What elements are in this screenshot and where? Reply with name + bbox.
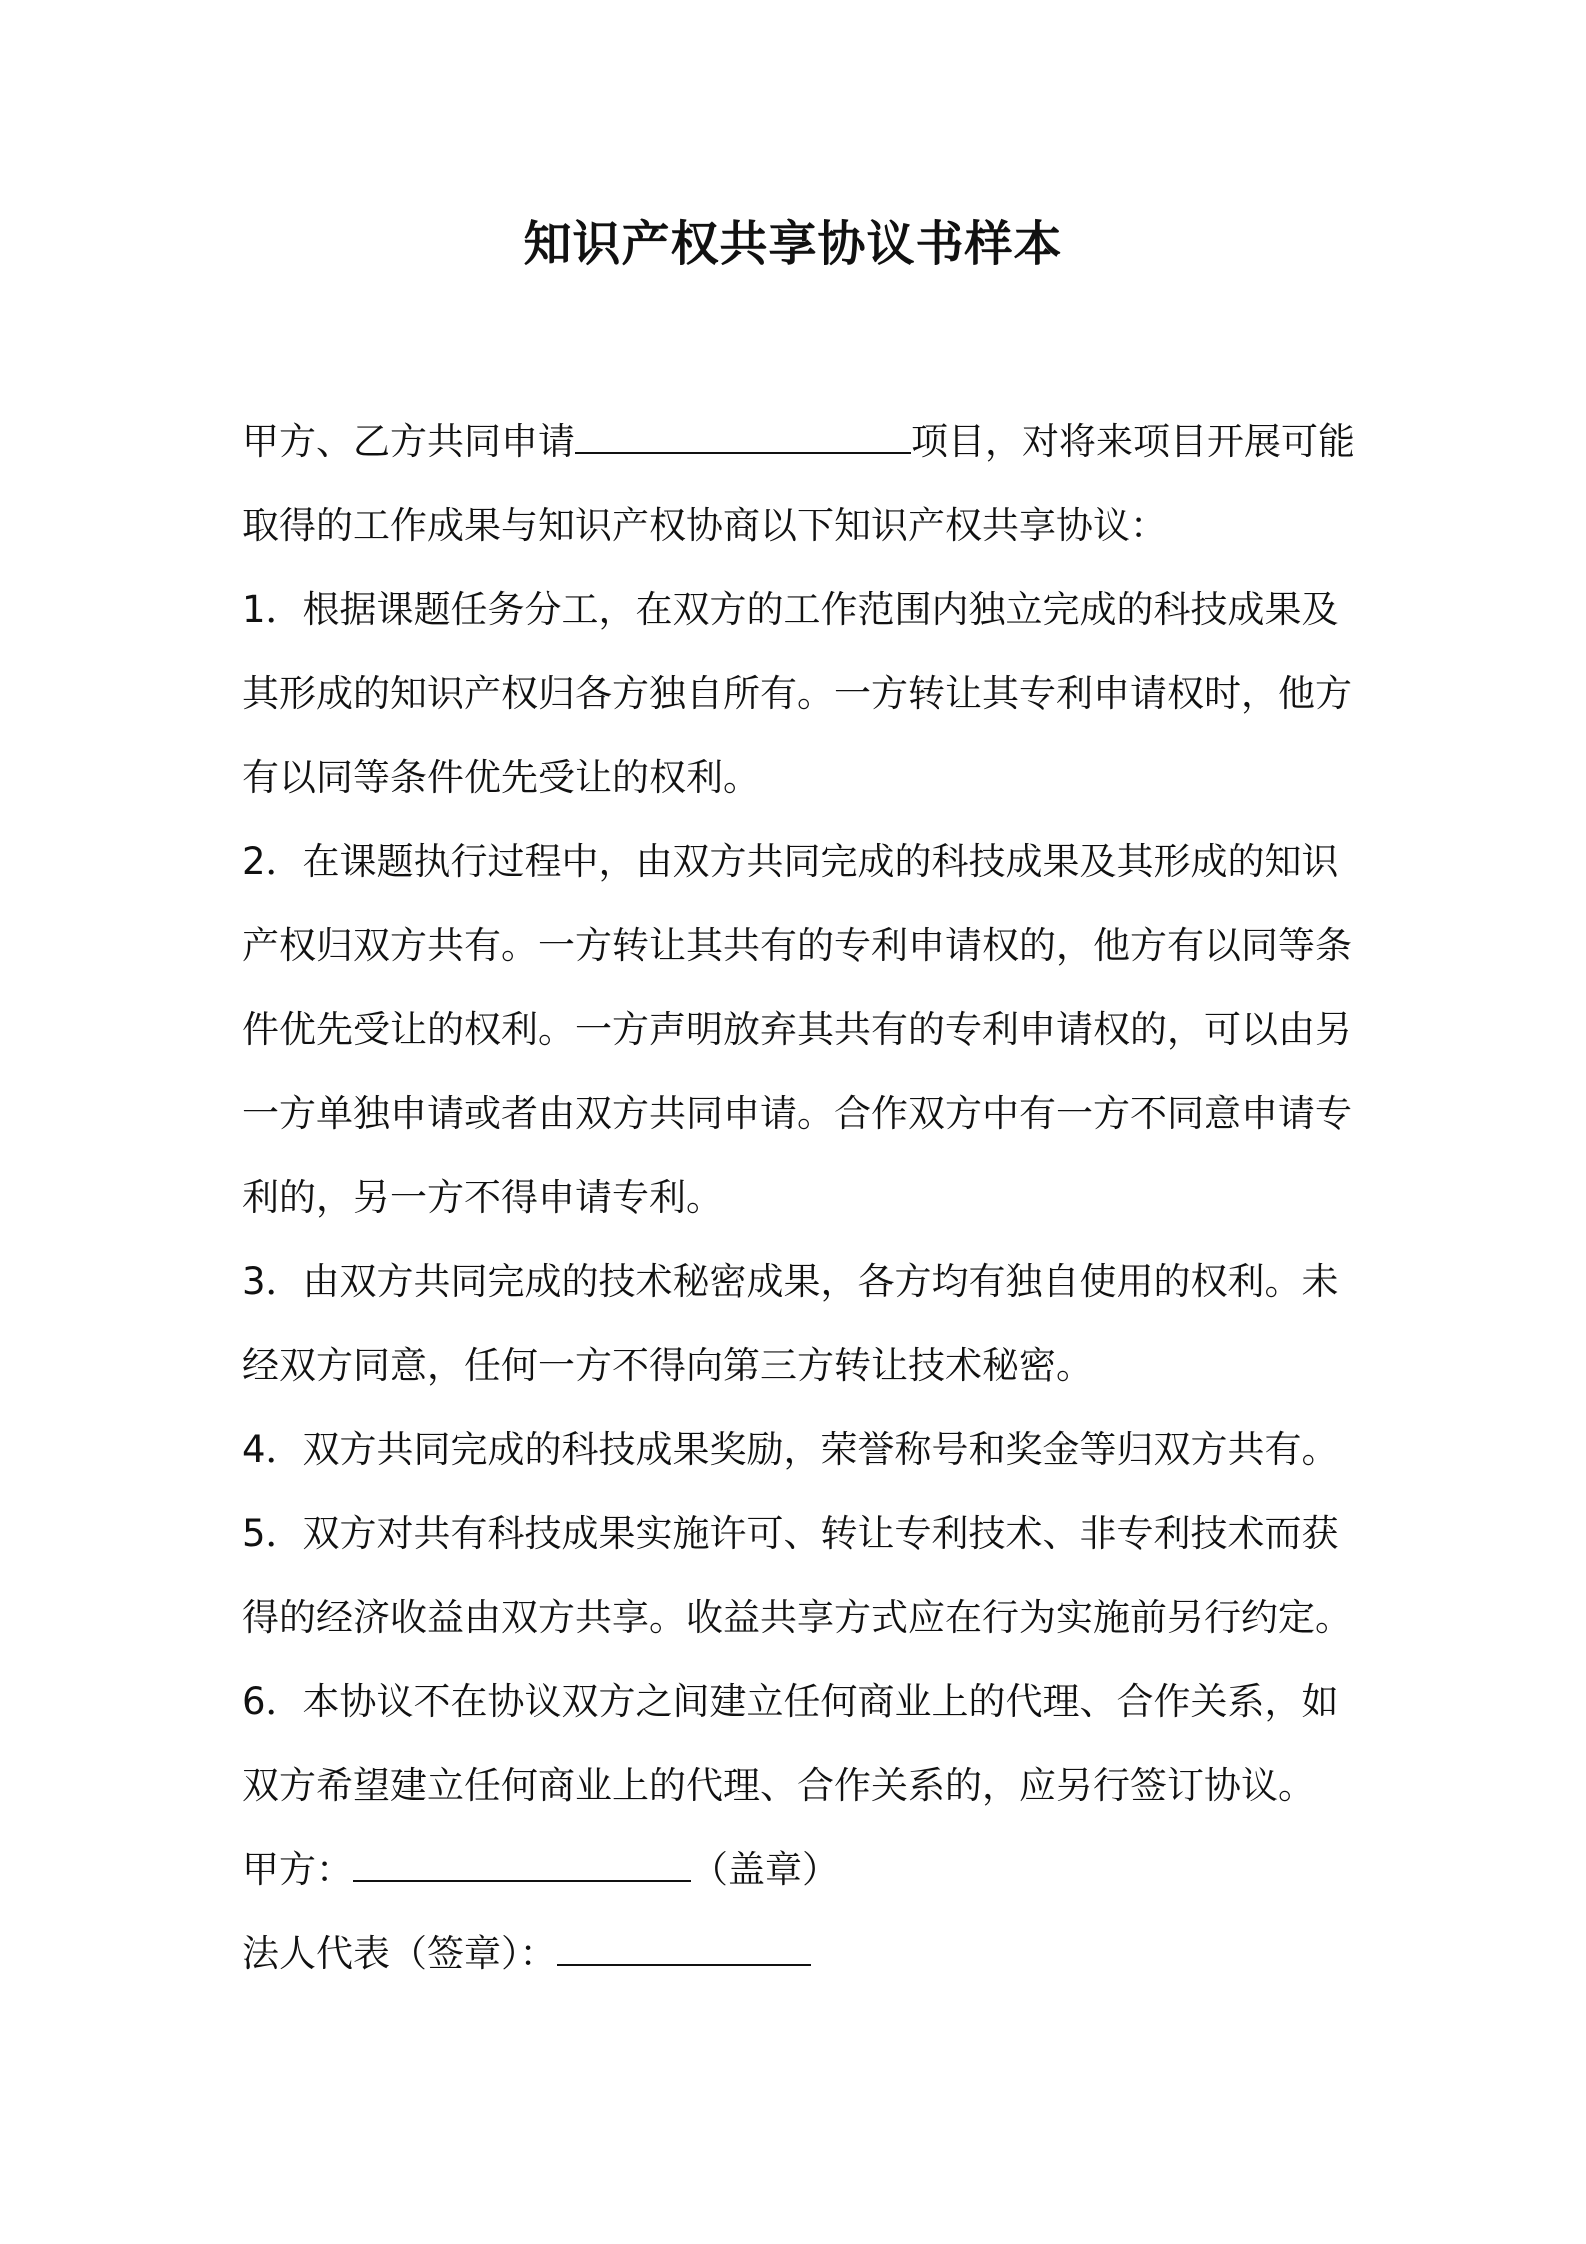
intro-prefix: 甲方、乙方共同申请: [242, 420, 575, 463]
clause-1: [242, 568, 1362, 820]
clause-5-line-2: 得的经济收益由双方共享。收益共享方式应在行为实施前另行约定。: [242, 1596, 1352, 1639]
intro-paragraph: [242, 400, 1362, 568]
signature-representative: [242, 1912, 1362, 1996]
clause-2-line-3: 件优先受让的权利。一方声明放弃其共有的专利申请权的，可以由另: [242, 1008, 1352, 1051]
party-a-line: [242, 1828, 1362, 1912]
clause-5-line-1: 5．双方对共有科技成果实施许可、转让专利技术、非专利技术而获: [242, 1512, 1339, 1555]
representative-line: [242, 1912, 1362, 1996]
clause-2: [242, 820, 1362, 1240]
project-name-blank[interactable]: [575, 422, 911, 454]
clause-1-line-3: 有以同等条件优先受让的权利。: [242, 756, 760, 799]
signature-party-a: [242, 1828, 1362, 1912]
document-body: [242, 400, 1362, 1996]
clause-2-line-1: 2．在课题执行过程中，由双方共同完成的科技成果及其形成的知识: [242, 840, 1339, 883]
clause-6-line-1: 6．本协议不在协议双方之间建立任何商业上的代理、合作关系，如: [242, 1680, 1339, 1723]
clause-4: [242, 1408, 1362, 1492]
representative-label: 法人代表（签章）：: [242, 1932, 557, 1975]
representative-blank[interactable]: [557, 1934, 811, 1966]
party-a-blank[interactable]: [353, 1850, 691, 1882]
clause-2-line-5: 利的，另一方不得申请专利。: [242, 1176, 723, 1219]
clause-1-line-2: 其形成的知识产权归各方独自所有。一方转让其专利申请权时，他方: [242, 672, 1352, 715]
intro-suffix: 项目，对将来项目开展可能: [911, 420, 1355, 463]
clause-5: [242, 1492, 1362, 1660]
clause-4-line-1: 4．双方共同完成的科技成果奖励，荣誉称号和奖金等归双方共有。: [242, 1428, 1339, 1471]
clause-3-line-2: 经双方同意，任何一方不得向第三方转让技术秘密。: [242, 1344, 1093, 1387]
clause-2-line-2: 产权归双方共有。一方转让其共有的专利申请权的，他方有以同等条: [242, 924, 1352, 967]
clause-6-line-2: 双方希望建立任何商业上的代理、合作关系的，应另行签订协议。: [242, 1764, 1315, 1807]
party-a-label: 甲方：: [242, 1848, 353, 1891]
intro-line-1: [242, 400, 1362, 484]
clause-2-line-4: 一方单独申请或者由双方共同申请。合作双方中有一方不同意申请专: [242, 1092, 1352, 1135]
clause-1-line-1: 1．根据课题任务分工，在双方的工作范围内独立完成的科技成果及: [242, 588, 1339, 631]
party-a-seal-note: （盖章）: [691, 1848, 839, 1891]
intro-line-2: 取得的工作成果与知识产权协商以下知识产权共享协议：: [242, 504, 1167, 547]
clause-3: [242, 1240, 1362, 1408]
document-title: 知识产权共享协议书样本: [523, 216, 1063, 272]
clause-3-line-1: 3．由双方共同完成的技术秘密成果，各方均有独自使用的权利。未: [242, 1260, 1339, 1303]
clause-6: [242, 1660, 1362, 1828]
